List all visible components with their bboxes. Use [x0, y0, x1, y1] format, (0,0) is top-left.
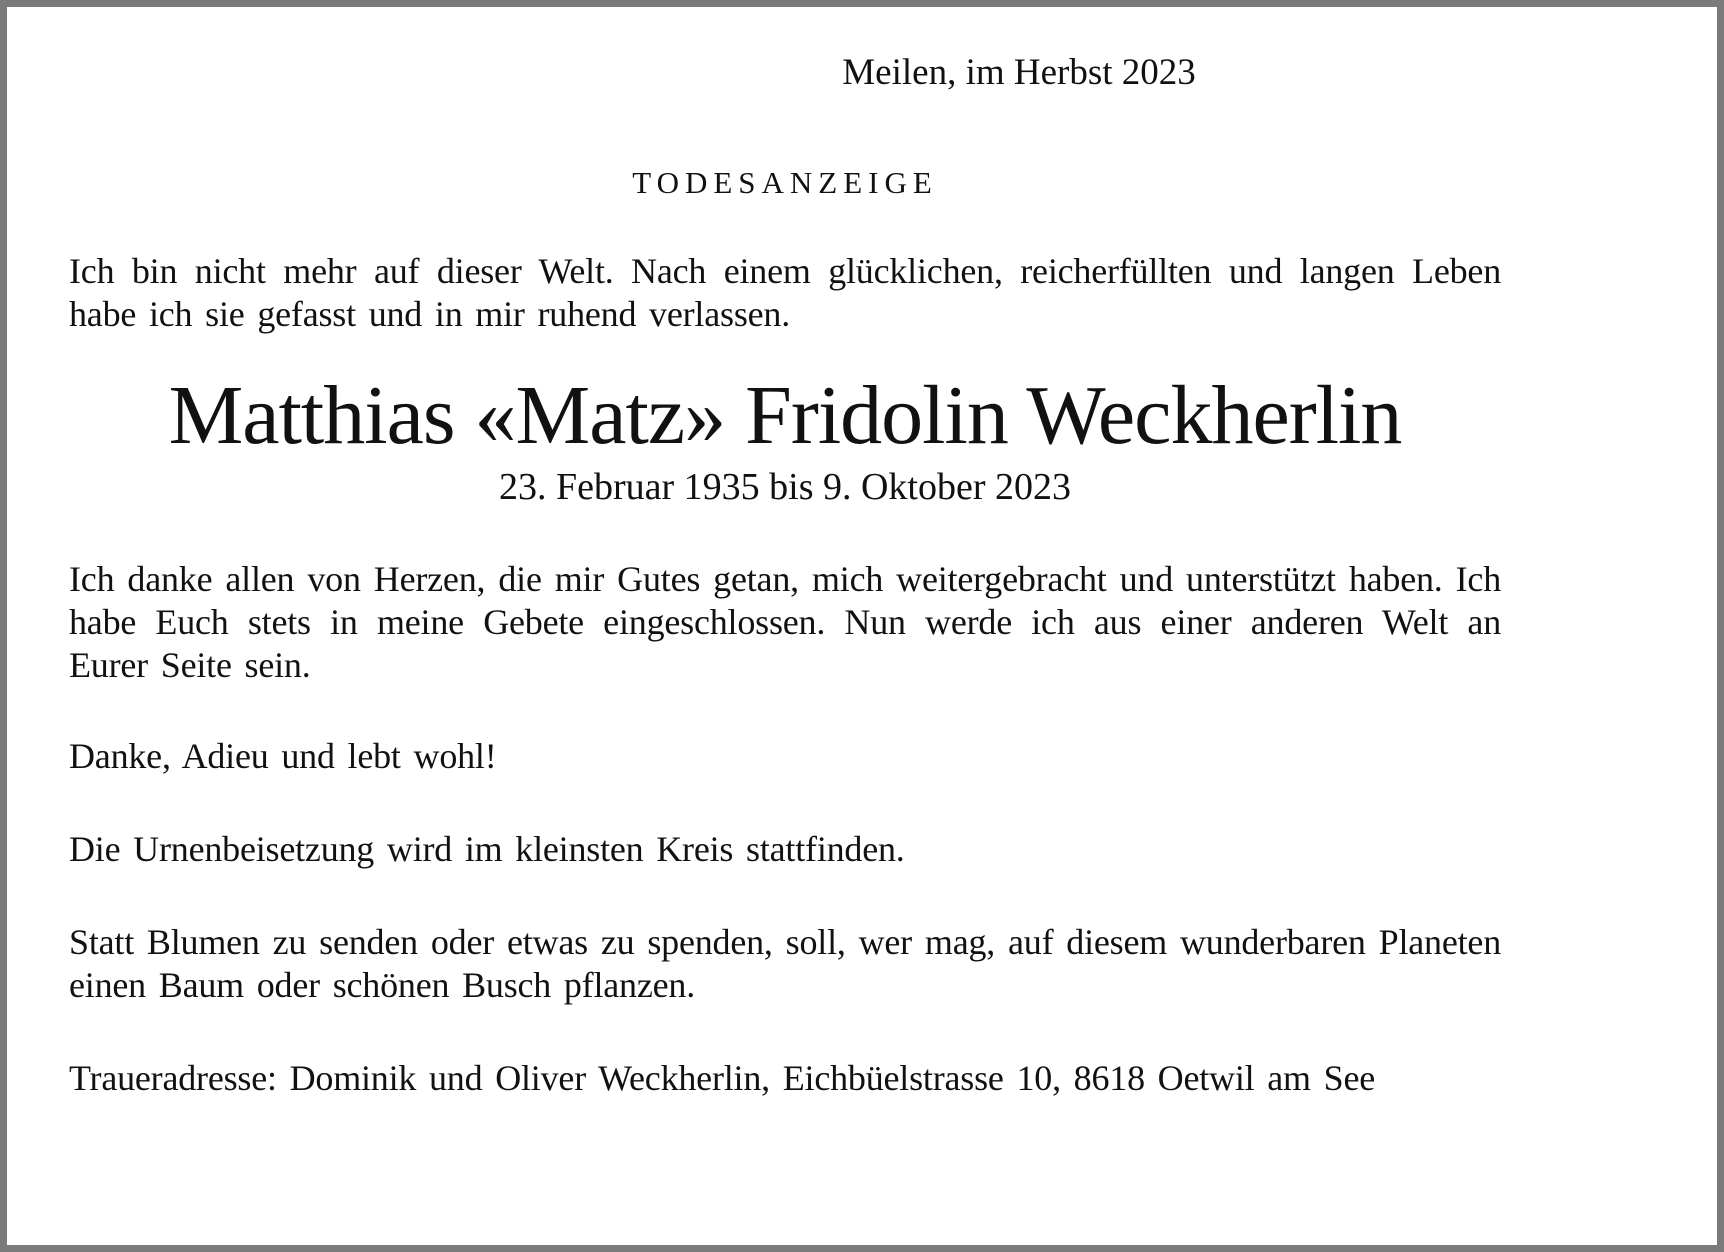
place-date-line: Meilen, im Herbst 2023 — [842, 52, 1196, 93]
donation-paragraph: Statt Blumen zu senden oder etwas zu spenden, soll, wer mag, auf diesem wunderbaren Planeten einen Baum oder schönen Busch pflanzen. — [69, 921, 1501, 1005]
mourning-address-line: Traueradresse: Dominik und Oliver Weckherlin, Eichbüelstrasse 10, 8618 Oetwil am See — [69, 1057, 1376, 1098]
notice-type-heading: TODESANZEIGE — [632, 164, 938, 200]
life-dates: 23. Februar 1935 bis 9. Oktober 2023 — [498, 465, 1072, 508]
introduction-paragraph: Ich bin nicht mehr auf dieser Welt. Nach einem glücklichen, reicherfüllten und langen Leben habe ich sie gefasst und in mir ruhend verlassen. — [69, 250, 1501, 334]
thanks-paragraph: Ich danke allen von Herzen, die mir Gutes getan, mich weitergebracht und unterstützt haben. Ich habe Euch stets in meine Gebete eingeschlossen. Nun werde ich aus einer anderen Welt an Eurer Seite sein. — [69, 558, 1501, 685]
deceased-name: Matthias «Matz» Fridolin Weckherlin — [168, 368, 1402, 462]
farewell-line: Danke, Adieu und lebt wohl! — [69, 735, 497, 776]
burial-info-line: Die Urnenbeisetzung wird im kleinsten Kreis stattfinden. — [69, 828, 905, 869]
